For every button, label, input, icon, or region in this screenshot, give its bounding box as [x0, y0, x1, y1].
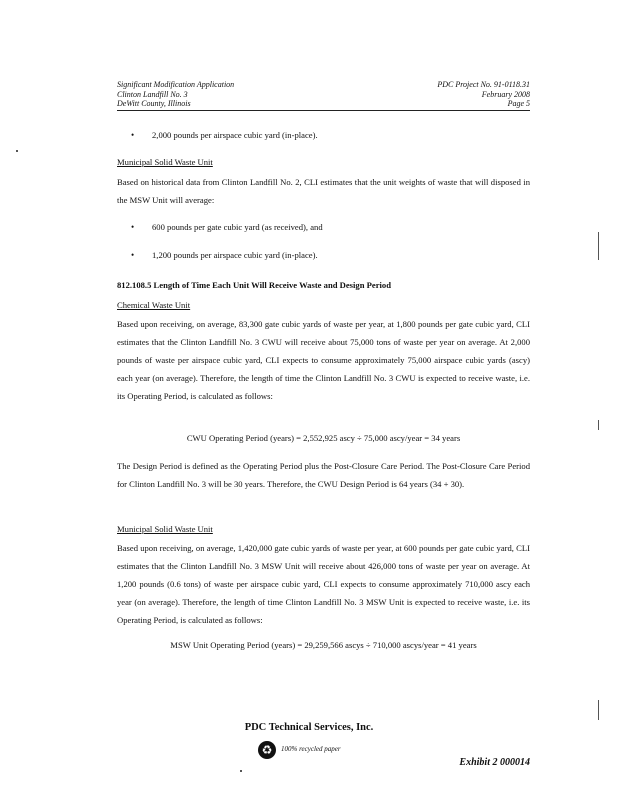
- section-heading: 812.108.5 Length of Time Each Unit Will Receive Waste and Design Period: [117, 280, 391, 290]
- header-right: [310, 80, 530, 109]
- design-period-paragraph: The Design Period is defined as the Operating Period plus the Post-Closure Care Period. The Post-Closure Care Period for Clinton Landfill No. 3 will be 30 years. Therefore, the CWU Design Period is 64 years (34 + 30).: [117, 461, 530, 489]
- scan-speck: [598, 232, 599, 260]
- recycled-paper-note: 100% recycled paper: [281, 745, 341, 753]
- cwu-title: Chemical Waste Unit: [117, 300, 191, 310]
- header-left-line-2: Clinton Landfill No. 3: [117, 89, 188, 99]
- header-left-line-1: Significant Modification Application: [117, 80, 235, 89]
- exhibit-stamp: Exhibit 2 000014: [459, 757, 530, 768]
- msw-section-title: Municipal Solid Waste Unit: [117, 157, 213, 167]
- recycle-icon: ♻: [258, 741, 276, 759]
- scan-speck: [240, 770, 242, 772]
- msw-title-2: Municipal Solid Waste Unit: [117, 524, 213, 534]
- header-divider: [117, 110, 530, 111]
- bullet-text: 600 pounds per gate cubic yard (as received), and: [152, 222, 323, 232]
- bullet-text: 1,200 pounds per airspace cubic yard (in-place).: [152, 250, 318, 260]
- header-right-line-2: February 2008: [481, 89, 530, 99]
- msw-equation: MSW Unit Operating Period (years) = 29,259,566 ascys ÷ 710,000 ascys/year = 41 years: [170, 640, 477, 650]
- bullet-marker: •: [131, 130, 135, 140]
- bullet-text: 2,000 pounds per airspace cubic yard (in-place).: [152, 130, 318, 140]
- company-name: PDC Technical Services, Inc.: [244, 722, 374, 733]
- scan-speck: [598, 420, 599, 430]
- msw-paragraph: Based upon receiving, on average, 1,420,000 gate cubic yards of waste per year, at 600 pounds per gate cubic yard, CLI estimates that the Clinton Landfill No. 3 MSW Unit will receive about 426,000 tons of waste per year on average. At 1,200 pounds (0.6 tons) of waste per airspace cubic yard, CLI expects to consume approximately 710,000 ascy each year (on average). Therefore, the length of time Clinton Landfill No. 3 MSW Unit is expected to receive waste, i.e. its Operating Period, is calculated as follows:: [117, 543, 530, 625]
- msw-section-intro: Based on historical data from Clinton Landfill No. 2, CLI estimates that the unit weights of waste that will disposed in the MSW Unit will average:: [117, 177, 530, 205]
- bullet-marker: •: [131, 222, 135, 232]
- bullet-marker: •: [131, 250, 135, 260]
- cwu-equation: CWU Operating Period (years) = 2,552,925 ascy ÷ 75,000 ascy/year = 34 years: [186, 433, 461, 443]
- scan-speck: [16, 150, 18, 152]
- header-left-line-3: DeWitt County, Illinois: [117, 99, 191, 108]
- scan-speck: [598, 700, 599, 720]
- header-right-line-1: PDC Project No. 91-0118.31: [437, 80, 530, 89]
- header-right-line-3: Page 5: [507, 99, 530, 108]
- cwu-paragraph: Based upon receiving, on average, 83,300 gate cubic yards of waste per year, at 1,800 pounds per gate cubic yard, CLI estimates that the Clinton Landfill No. 3 CWU will receive about 75,000 tons of waste per year on average. At 2,000 pounds of waste per airspace cubic yard, CLI expects to consume approximately 75,000 airspace cubic yards (ascy) each year (on average). Therefore, the length of time the Clinton Landfill No. 3 CWU is expected to receive waste, i.e. its Operating Period, is calculated as follows:: [117, 319, 530, 401]
